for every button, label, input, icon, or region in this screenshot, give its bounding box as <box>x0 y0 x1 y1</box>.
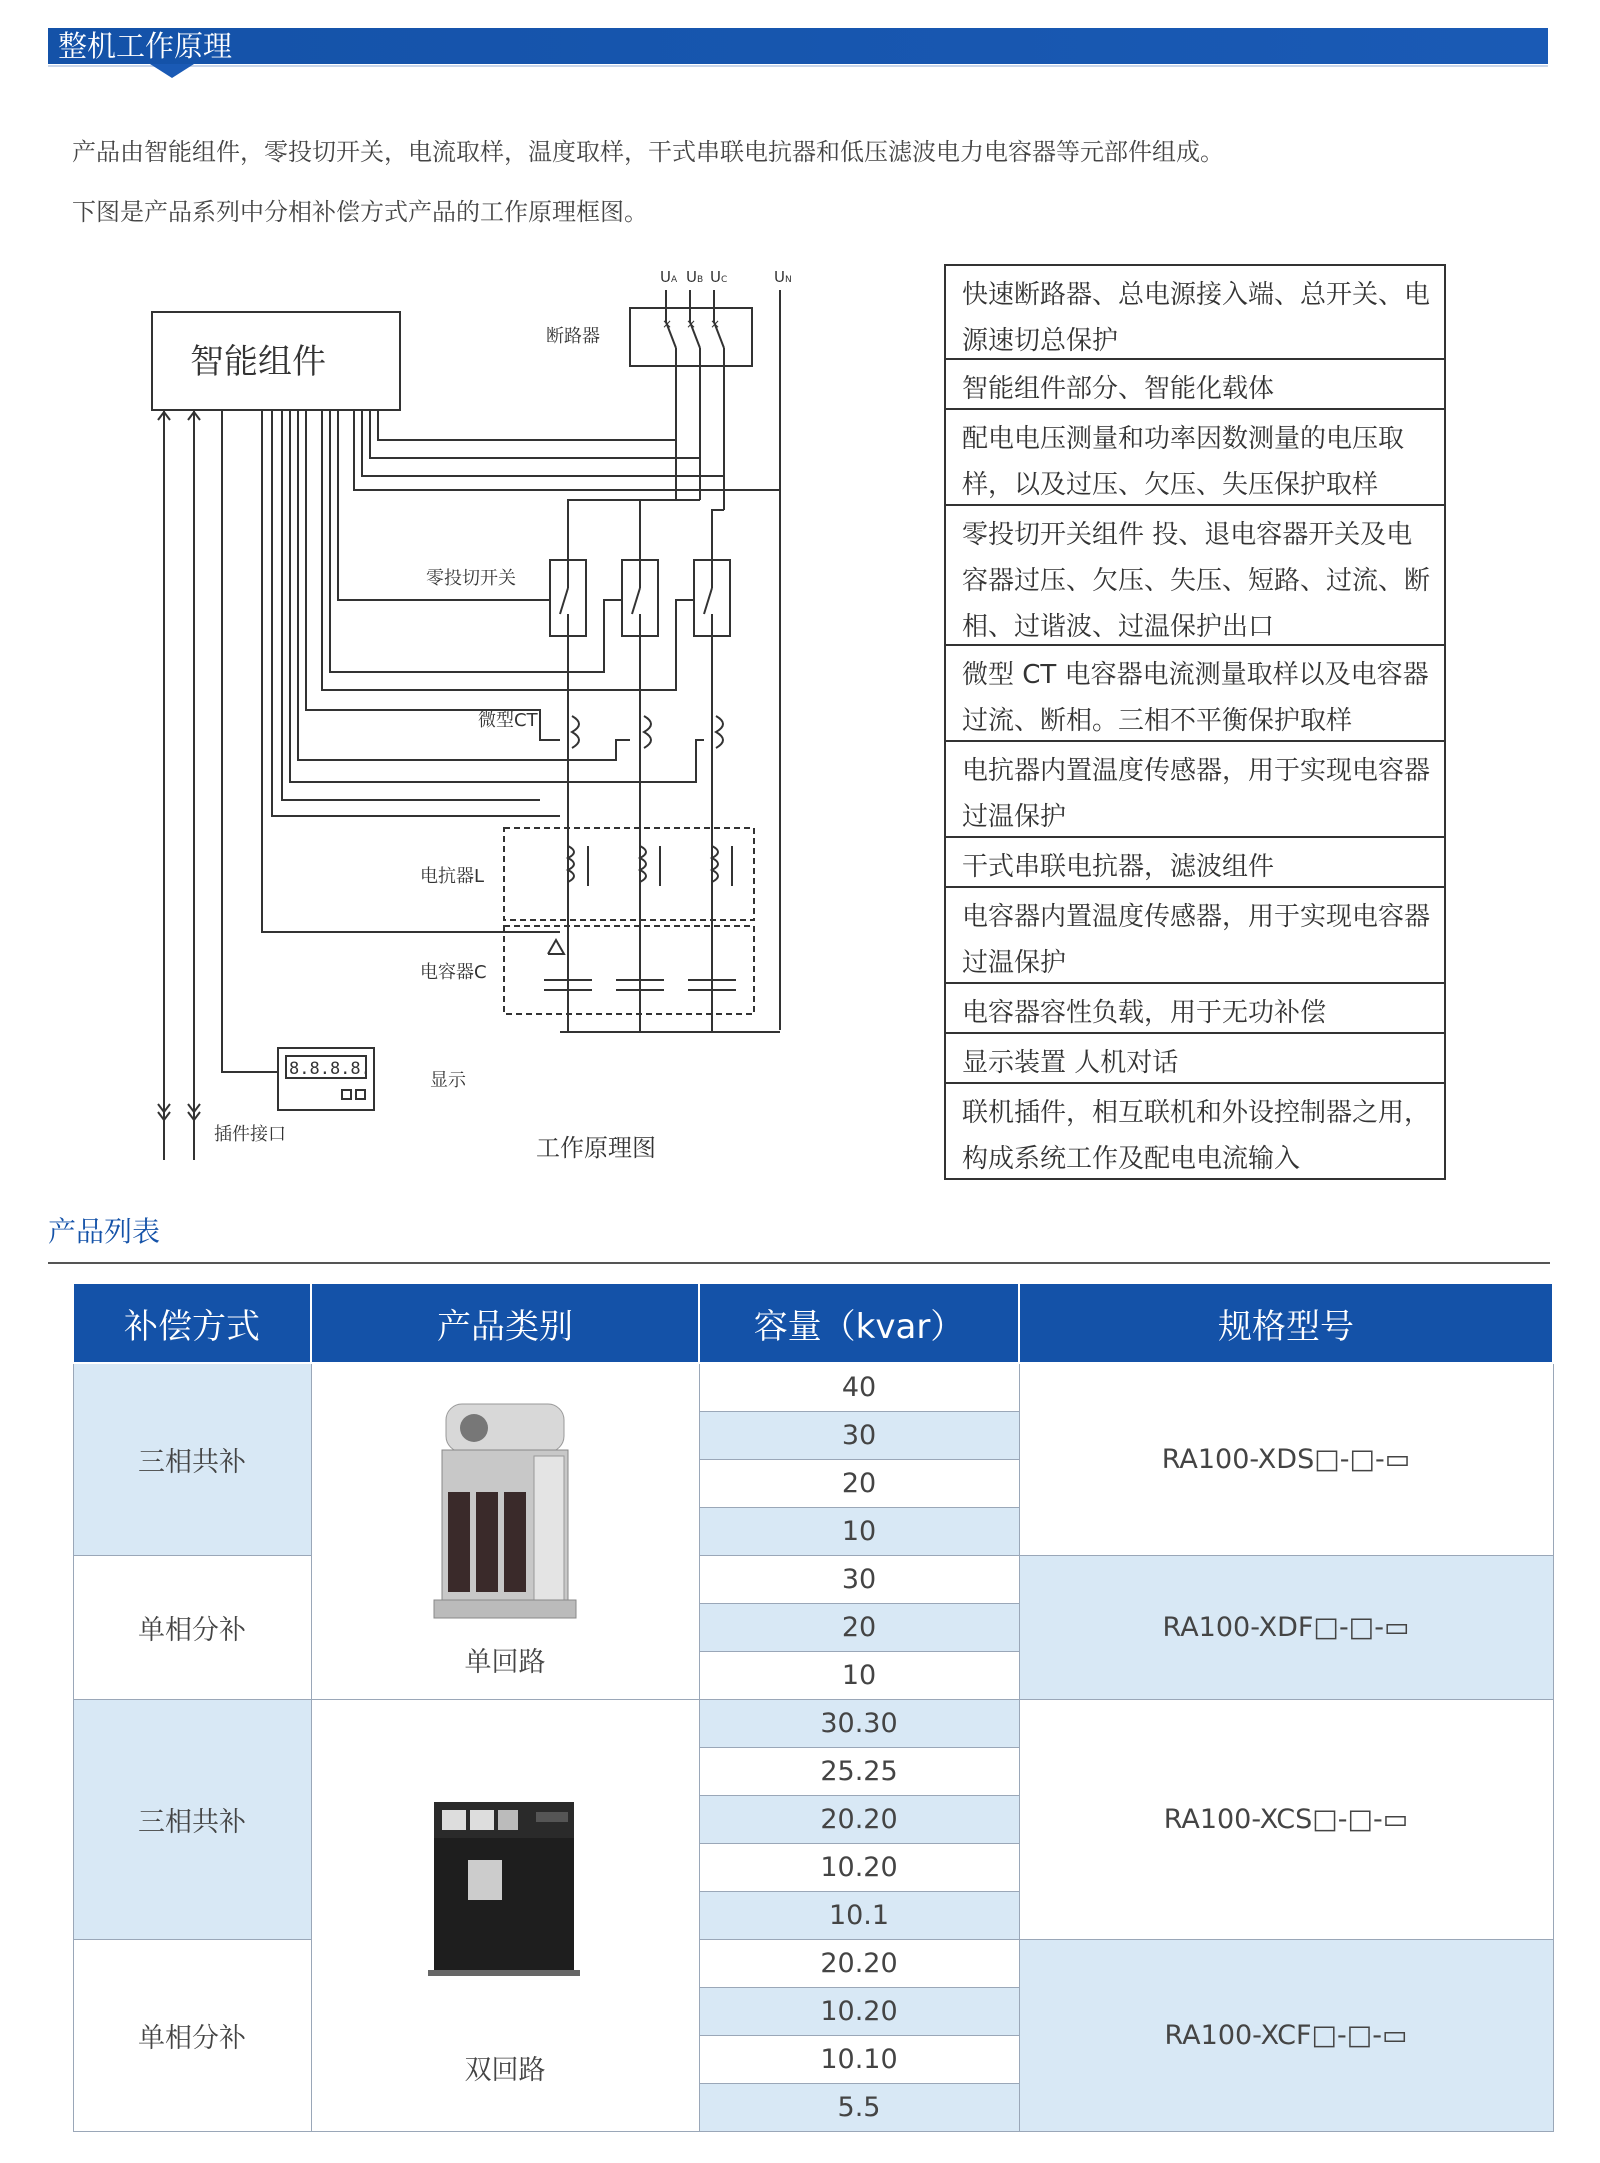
desc-plug: 联机插件，相互联机和外设控制器之用，构成系统工作及配电电流输入 <box>962 1098 1431 1174</box>
capacity-cell: 30.30 <box>699 1700 1019 1748</box>
desc-voltage-sampling: 配电电压测量和功率因数测量的电压取样，以及过压、欠压、失压保护取样 <box>946 410 1444 506</box>
capacity-cell: 10.20 <box>699 1844 1019 1892</box>
model-cell: RA100-XCS□-□-▭ <box>1019 1700 1553 1940</box>
working-principle-diagram <box>0 250 940 1170</box>
product-list-title: 产品列表 <box>48 1215 161 1248</box>
intro-paragraph-2: 下图是产品系列中分相补偿方式产品的工作原理框图。 <box>72 198 648 226</box>
ct-3 <box>716 716 723 748</box>
header-model: 规格型号 <box>1019 1283 1553 1363</box>
single-loop-product-image <box>430 1400 580 1630</box>
product-list-rule <box>48 1262 1550 1264</box>
capacity-cell: 10 <box>699 1652 1019 1700</box>
reactor-label: 电抗器L <box>420 866 485 887</box>
table-row <box>73 1556 1553 1604</box>
desc-ct: 微型 CT 电容器电流测量取样以及电容器过流、断相。三相不平衡保护取样 <box>946 646 1444 742</box>
capacity-cell: 20.20 <box>699 1796 1019 1844</box>
desc-breaker: 快速断路器、总电源接入端、总开关、电源速切总保护 <box>946 266 1444 360</box>
desc-smart-unit: 智能组件部分、智能化载体 <box>946 360 1444 410</box>
svg-text:×: × <box>710 317 721 331</box>
desc-display: 显示装置 人机对话 <box>946 1034 1444 1084</box>
mode-cell: 三相共补 <box>73 1700 311 1940</box>
temp-sensor-icon <box>548 940 564 954</box>
category-cell-double <box>311 1700 699 2132</box>
mode-cell: 单相分补 <box>73 1556 311 1700</box>
header-rule <box>48 65 1548 67</box>
desc-capacitor-sensor: 电容器内置温度传感器，用于实现电容器过温保护 <box>946 888 1444 984</box>
uc-label: UC <box>710 268 728 286</box>
capacity-cell: 10.1 <box>699 1892 1019 1940</box>
category-label-single: 单回路 <box>464 1647 546 1678</box>
switch-label: 零投切开关 <box>426 568 516 589</box>
ct-2 <box>644 716 651 748</box>
desc-reactor: 干式串联电抗器，滤波组件 <box>946 838 1444 888</box>
mode-cell: 单相分补 <box>73 1940 311 2132</box>
table-row <box>73 1700 1553 1748</box>
double-loop-product-image <box>424 1798 584 1978</box>
model-cell: RA100-XCF□-□-▭ <box>1019 1940 1553 2132</box>
svg-text:×: × <box>662 317 673 331</box>
capacitor-box <box>504 926 754 1014</box>
mode-cell: 三相共补 <box>73 1363 311 1556</box>
capacitor-label: 电容器C <box>420 962 487 983</box>
desc-capacitor: 电容器容性负载，用于无功补偿 <box>946 984 1444 1034</box>
capacity-cell: 5.5 <box>699 2084 1019 2132</box>
un-label: UN <box>774 268 792 286</box>
capacity-cell: 20 <box>699 1604 1019 1652</box>
plug-label: 插件接口 <box>214 1124 286 1145</box>
intro-paragraph-1: 产品由智能组件，零投切开关，电流取样，温度取样，干式串联电抗器和低压滤波电力电容器等元部件组成。 <box>72 138 1224 166</box>
capacity-cell: 30 <box>699 1412 1019 1460</box>
product-table <box>72 1282 1554 2132</box>
display-label: 显示 <box>430 1070 466 1091</box>
section-header-bar <box>48 28 1548 64</box>
capacity-cell: 20.20 <box>699 1940 1019 1988</box>
category-cell-single <box>311 1363 699 1700</box>
header-category: 产品类别 <box>311 1283 699 1363</box>
description-box <box>944 264 1446 1180</box>
ub-label: UB <box>686 268 704 286</box>
category-label-double: 双回路 <box>464 2055 546 2086</box>
svg-text:×: × <box>686 317 697 331</box>
model-cell: RA100-XDF□-□-▭ <box>1019 1556 1553 1700</box>
capacity-cell: 10.10 <box>699 2036 1019 2084</box>
capacity-cell: 20 <box>699 1460 1019 1508</box>
capacity-cell: 10 <box>699 1508 1019 1556</box>
table-row <box>73 1940 1553 1988</box>
header-capacity: 容量（kvar） <box>699 1283 1019 1363</box>
model-cell: RA100-XDS□-□-▭ <box>1019 1363 1553 1556</box>
smart-unit-label: 智能组件 <box>190 342 326 382</box>
table-header-row <box>73 1283 1553 1363</box>
display-digits: 8.8.8.8. <box>289 1059 371 1079</box>
header-notch <box>150 64 194 78</box>
breaker-label: 断路器 <box>546 326 600 347</box>
ct-label: 微型CT <box>478 710 538 731</box>
header-mode: 补偿方式 <box>73 1283 311 1363</box>
capacity-cell: 25.25 <box>699 1748 1019 1796</box>
desc-switch: 零投切开关组件 投、退电容器开关及电容器过压、欠压、失压、短路、过流、断相、过谐波、过温保护出口 <box>946 506 1444 646</box>
capacity-cell: 40 <box>699 1363 1019 1412</box>
capacity-cell: 30 <box>699 1556 1019 1604</box>
ua-label: UA <box>660 268 678 286</box>
capacity-cell: 10.20 <box>699 1988 1019 2036</box>
table-row <box>73 1363 1553 1412</box>
desc-reactor-sensor: 电抗器内置温度传感器，用于实现电容器过温保护 <box>946 742 1444 838</box>
section-title: 整机工作原理 <box>58 29 233 63</box>
ct-1 <box>572 716 579 748</box>
diagram-caption: 工作原理图 <box>536 1134 656 1162</box>
